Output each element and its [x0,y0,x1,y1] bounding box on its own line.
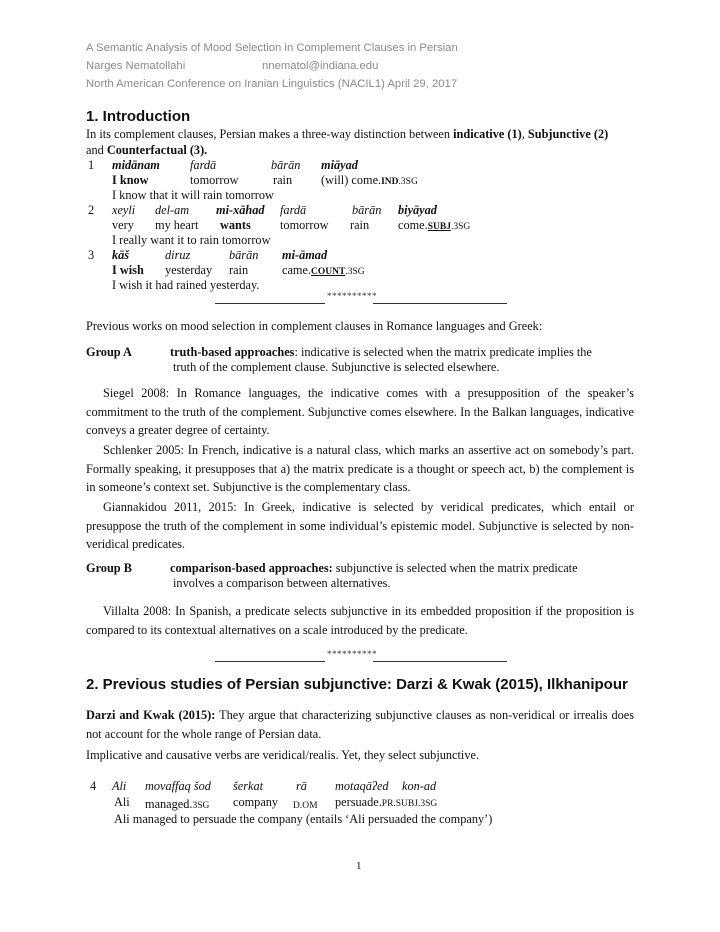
group-b-description: comparison-based approaches: subjunctive is selected when the matrix predicate [170,561,578,575]
gloss-word: Ali [114,795,130,809]
gloss-word: yesterday [165,263,213,277]
conference-line: North American Conference on Iranian Linguistics (NACIL1) April 29, 2017 [86,78,458,90]
gloss-word: šerkat [233,779,264,793]
section-heading-introduction: 1. Introduction [86,108,191,125]
gloss-word: fardā [280,203,307,217]
example-number: 3 [88,248,95,262]
gloss-word: company [233,795,279,809]
gloss-word: del-am [155,203,190,217]
divider-line [215,661,325,662]
example-translation: I wish it had rained yesterday. [112,278,260,292]
gloss-word: wants [220,218,251,232]
example-number: 2 [88,203,95,217]
gloss-word: diruz [165,248,191,262]
gloss-word: biyāyad [398,203,437,217]
giannakidou-paragraph: Giannakidou 2011, 2015: In Greek, indicative is selected by veridical predicates, which entail or presuppose the truth of the complement in some individual’s epistemic model. Subjunctive is selected by non-veridical predicates. [86,500,634,551]
gloss-word: tomorrow [190,173,239,187]
paper-title: A Semantic Analysis of Mood Selection in Complement Clauses in Persian [86,42,458,54]
gloss-word: fardā [190,158,217,172]
gloss-word: (will) come.IND.3SG [321,173,418,187]
gloss-word: rain [350,218,370,232]
gloss-word: rain [273,173,293,187]
example-translation: Ali managed to persuade the company (entails ‘Ali persuaded the company’) [114,812,493,826]
gloss-word: I wish [112,263,144,277]
gloss-word: rā [296,779,307,793]
group-b-description-cont: involves a comparison between alternatives. [173,576,391,590]
gloss-word: kāš [112,248,130,262]
example-translation: I know that it will rain tomorrow [112,188,274,202]
intro-line-2: and Counterfactual (3). [86,143,208,157]
intro-line-1: In its complement clauses, Persian makes a three-way distinction between indicative (1), Subjunctive (2) [86,127,609,141]
gloss-word: I know [112,173,149,187]
example-translation: I really want it to rain tomorrow [112,233,271,247]
divider-stars: ********** [327,649,377,659]
gloss-word: came.COUNT.3SG [282,263,365,277]
villalta-paragraph: Villalta 2008: In Spanish, a predicate selects subjunctive in its embedded proposition if the proposition is compared to its contextual alternatives on a scale introduced by the predicate. [86,604,634,637]
gloss-word: tomorrow [280,218,329,232]
gloss-word: xeyli [112,203,136,217]
darzi-kwak-paragraph: Darzi and Kwak (2015): They argue that characterizing subjunctive clauses as non-veridical or irrealis does not account for the whole range of Persian data. [86,708,634,741]
gloss-word: D.OM [293,801,318,811]
siegel-paragraph: Siegel 2008: In Romance languages, the indicative comes with a presupposition of the speaker’s commitment to the truth of the complement. Subjunctive comes elsewhere. In the Balkan languages, indicative conveys a greater degree of certainty. [86,386,634,437]
divider-line [215,303,325,304]
gloss-word: mi-āmad [282,248,328,262]
group-b-label: Group B [86,561,132,575]
example-number: 1 [88,158,95,172]
author-email: nnematol@indiana.edu [262,60,379,72]
gloss-word: bārān [352,203,382,217]
gloss-word: motaqāʔed [335,779,389,793]
divider-stars: ********** [327,291,377,301]
gloss-word: my heart [155,218,199,232]
divider-line [373,661,507,662]
gloss-word: Ali [112,779,127,793]
page-number: 1 [356,860,362,872]
gloss-word: bārān [229,248,259,262]
divider-line [373,303,507,304]
group-a-label: Group A [86,345,132,359]
previous-works-lead: Previous works on mood selection in complement clauses in Romance languages and Greek: [86,319,543,333]
gloss-word: persuade.PR.SUBJ.3SG [335,795,438,809]
gloss-word: come.SUBJ.3SG [398,218,471,232]
gloss-word: miāyad [321,158,358,172]
implicative-sentence: Implicative and causative verbs are veridical/realis. Yet, they select subjunctive. [86,748,480,762]
gloss-word: movaffaq šod [145,779,211,793]
group-a-description-cont: truth of the complement clause. Subjunctive is selected elsewhere. [173,360,500,374]
example-number: 4 [90,779,97,793]
gloss-word: bārān [271,158,301,172]
gloss-word: kon-ad [402,779,437,793]
gloss-word: midānam [112,158,160,172]
section-heading-previous-studies: 2. Previous studies of Persian subjunctive: Darzi & Kwak (2015), Ilkhanipour [86,676,628,693]
gloss-word: rain [229,263,249,277]
group-a-description: truth-based approaches: indicative is selected when the matrix predicate implies the [170,345,592,359]
gloss-word: mi-xāhad [216,203,265,217]
gloss-word: managed.3SG [145,797,210,811]
gloss-word: very [112,218,134,232]
author-name: Narges Nematollahi [86,60,186,72]
schlenker-paragraph: Schlenker 2005: In French, indicative is a natural class, which marks an assertive act on somebody’s part. Formally speaking, it presupposes that a) the matrix predicate is a thought or speech act, b) the complement is in someone’s context set. Subjunctive is the complementary class. [86,443,634,494]
